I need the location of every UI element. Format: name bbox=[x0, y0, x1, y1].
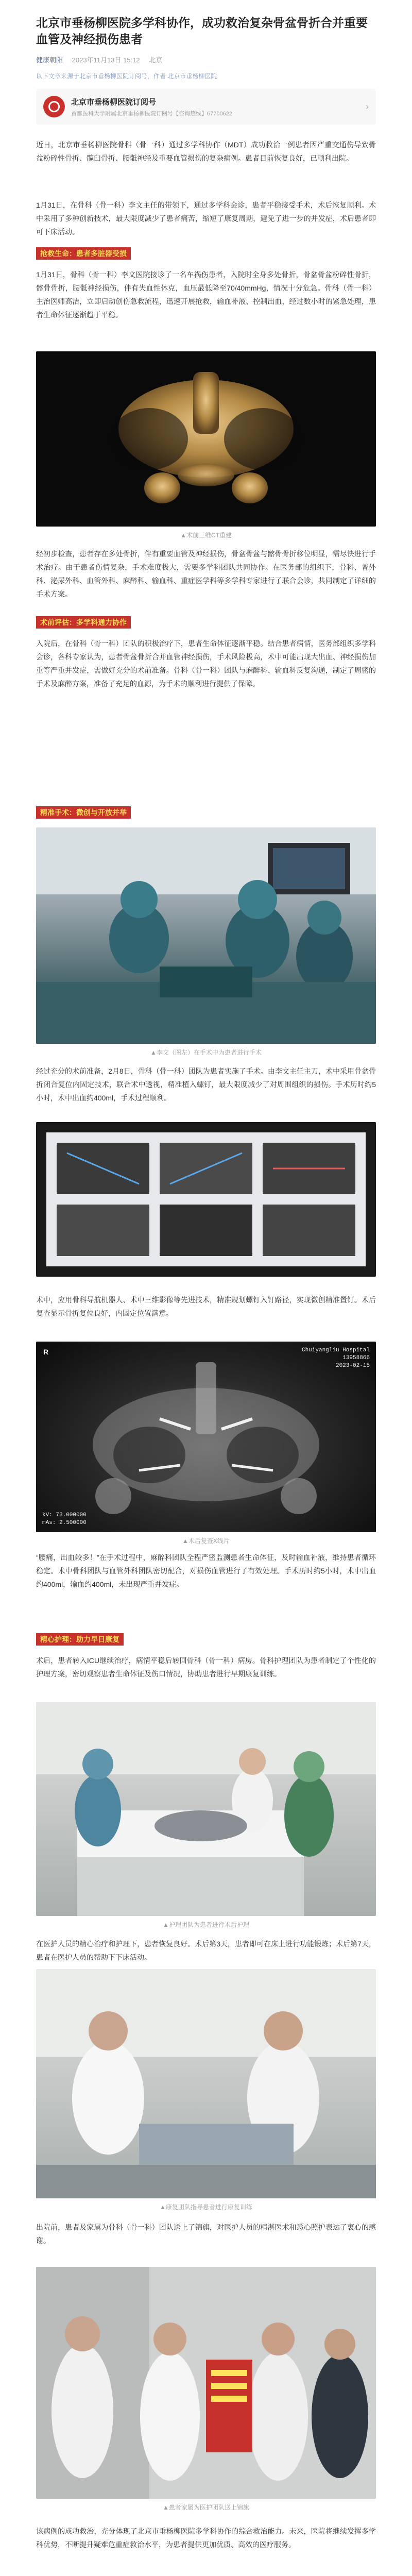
section-1-text: 1月31日，骨科（骨一科）李文医院接诊了一名车祸伤患者，入院时全身多处骨折，骨盆骨盆粉碎性骨折，髂骨骨折，腰骶神经损伤，伴有失血性休克，血压最低降至70/40mmHg，情况十分危急。骨科（骨一科）主治医师高洁，立即启动创伤急救流程，迅速开展抢救，输血补液、控制出血，经过数小时的紧急处理，患者生命体征逐渐趋于平稳。 bbox=[36, 270, 376, 319]
article-meta bbox=[36, 55, 376, 64]
caption-surgery: ▲李文（图左）在手术中为患者进行手术 bbox=[150, 1049, 262, 1056]
profile-name: 北京市垂杨柳医院订阅号 bbox=[71, 97, 157, 107]
source-profile-card[interactable] bbox=[36, 89, 376, 125]
xray-hospital: Chuiyangliu Hospital bbox=[301, 1347, 370, 1353]
profile-avatar bbox=[43, 96, 65, 117]
ct-3d-image bbox=[36, 351, 376, 527]
nursing-photo bbox=[36, 1702, 376, 1916]
caption-banner: ▲患者家属为医护团队送上锦旗 bbox=[163, 2504, 249, 2511]
section-4-text: 经过充分的术前准备，2月8日，骨科（骨一科）团队为患者实施了手术。由李文主任主刀，术中采用骨盆骨折闭合复位内固定技术，联合术中透视，精准植入螺钉，最大限度减少了对周围组织的损伤。手术历时约5小时，术中出血约400ml，手术过程顺利。 bbox=[36, 1067, 376, 1102]
section-heading-2: 术前评估：多学科通力协作 bbox=[36, 616, 131, 629]
banner-photo bbox=[36, 2267, 376, 2499]
author-link[interactable]: 健康朝阳 bbox=[36, 56, 63, 64]
profile-desc: 首都医科大学附属北京垂杨柳医院订阅号【咨询热线】67700622 bbox=[71, 110, 232, 117]
section-5-text: 术中，应用骨科导航机器人、术中三维影像等先进技术，精准规划螺钉入钉路径，实现微创精准置钉。术后复查显示骨折复位良好，内固定位置满意。 bbox=[36, 1296, 376, 1317]
chevron-right-icon: › bbox=[366, 101, 369, 112]
section-7-text: 术后，患者转入ICU继续治疗，病情平稳后转回骨科（骨一科）病房。骨科护理团队为患者制定了个性化的护理方案，密切观察患者生命体征及伤口情况，协助患者进行早期康复训练。 bbox=[36, 1656, 376, 1678]
xray-side-label: R bbox=[43, 1348, 49, 1356]
closing-paragraph: 该病例的成功救治，充分体现了北京市垂杨柳医院多学科协作的综合救治能力。未来，医院将继续发挥多学科优势，不断提升疑难危重症救治水平，为患者提供更加优质、高效的医疗服务。 bbox=[36, 2527, 376, 2549]
section-3-text: 入院后，在骨科（骨一科）团队的积极治疗下，患者生命体征逐渐平稳。结合患者病情，医务部组织多学科会诊，各科专家认为，患者骨盆骨折合并血管神经损伤，手术风险极高，术中可能出现大出血、神经损伤加重等严重并发症，需做好充分的术前准备。骨科（骨一科）团队与麻醉科、输血科反复沟通，制定了周密的手术及麻醉方案，准备了充足的血源，为手术的顺利进行提供了保障。 bbox=[36, 639, 376, 688]
xray-id: 13958866 bbox=[342, 1355, 370, 1361]
caption-rehab: ▲康复团队指导患者进行康复训练 bbox=[160, 2204, 252, 2211]
xray-date: 2023-02-15 bbox=[335, 1363, 370, 1369]
navigation-screen-photo bbox=[36, 1122, 376, 1277]
caption-xray: ▲术后复查X线片 bbox=[182, 1537, 230, 1545]
publish-time: 2023年11月13日 15:12 bbox=[72, 56, 140, 64]
section-8-text: 在医护人员的精心治疗和护理下，患者恢复良好。术后第3天，患者即可在床上进行功能锻炼；术后第7天，患者在医护人员的帮助下下床活动。 bbox=[36, 1940, 376, 1961]
intro-paragraph-1: 近日，北京市垂杨柳医院骨科（骨一科）通过多学科协作（MDT）成功救治一例患者因严重交通伤导致骨盆粉碎性骨折、髋臼骨折、腰骶神经及重要血管损伤的复杂病例。患者目前恢复良好，已顺利出院。 bbox=[36, 141, 376, 162]
publish-location: 北京 bbox=[149, 56, 163, 64]
caption-nursing: ▲护理团队为患者进行术后护理 bbox=[163, 1921, 249, 1928]
section-heading-3: 精准手术：微创与开放并举 bbox=[36, 806, 131, 819]
rehab-photo bbox=[36, 1969, 376, 2198]
section-heading-1: 抢救生命：患者多脏器受损 bbox=[36, 247, 131, 260]
xray-kv: kV: 73.000000 bbox=[42, 1512, 87, 1518]
article-title: 北京市垂杨柳医院多学科协作，成功救治复杂骨盆骨折合并重要血管及神经损伤患者 bbox=[36, 16, 368, 46]
section-6-text: “腰痛，出血较多！”在手术过程中，麻醉科团队全程严密监测患者生命体征，及时输血补液，维持患者循环稳定。术中骨科团队与血管外科团队密切配合，对损伤血管进行了有效处理。手术历时约5小时，术中出血约400ml，输血约400ml，未出现严重并发症。 bbox=[36, 1553, 376, 1588]
surgery-photo bbox=[36, 827, 376, 1044]
intro-paragraph-2: 1月31日，在骨科（骨一科）李文主任的带领下，通过多学科会诊，患者平稳接受手术，术后恢复顺利。术中采用了多种创新技术，最大限度减少了患者痛苦，缩短了康复周期，避免了进一步的并发症，术后患者即可下床活动。 bbox=[36, 201, 376, 236]
section-heading-4: 精心护理：助力早日康复 bbox=[36, 1633, 124, 1646]
origin-note[interactable]: 以下文章来源于北京市垂杨柳医院订阅号，作者 北京市垂杨柳医院 bbox=[36, 73, 217, 80]
xray-mas: mAs: 2.500000 bbox=[42, 1520, 87, 1526]
section-9-text: 出院前，患者及家属为骨科（骨一科）团队送上了锦旗，对医护人员的精湛医术和悉心照护表达了衷心的感谢。 bbox=[36, 2223, 376, 2245]
xray-image bbox=[36, 1342, 376, 1532]
caption-ct: ▲术前三维CT重建 bbox=[180, 532, 232, 539]
section-2-text: 经初步检查，患者存在多处骨折，伴有重要血管及神经损伤，骨盆骨盆与髂骨骨折移位明显，需尽快进行手术治疗。由于患者伤情复杂，手术难度极大，需要多学科团队共同协作。在医务部的组织下，骨科、普外科、泌尿外科、血管外科、麻醉科、输血科、重症医学科等多学科专家进行了联合会诊，共同制定了详细的手术方案。 bbox=[36, 550, 376, 598]
